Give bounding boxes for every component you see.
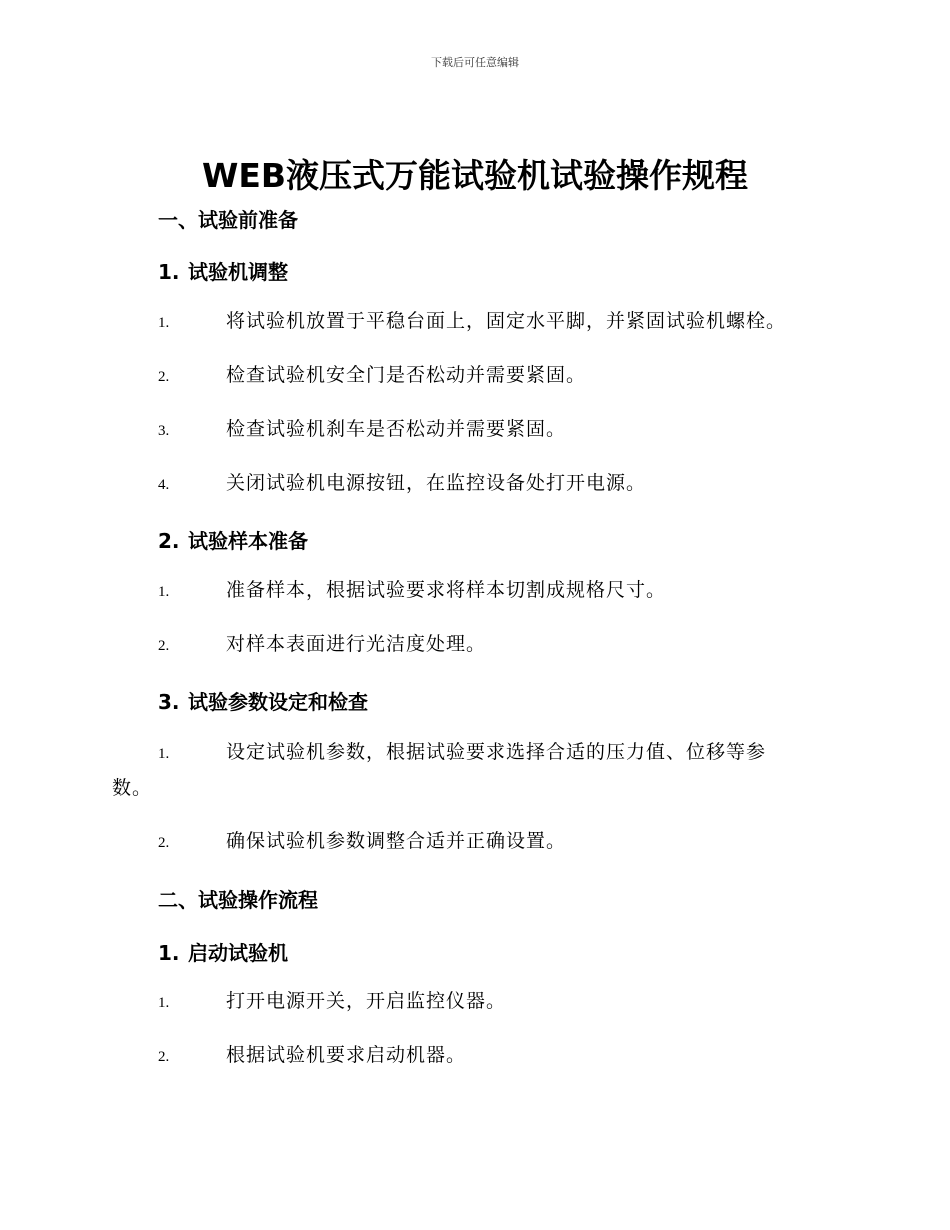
- list-item-text: 准备样本，根据试验要求将样本切割成规格尺寸。: [226, 579, 667, 601]
- page-header: 下载后可任意编辑: [431, 56, 519, 69]
- list-item-line: [112, 734, 842, 770]
- section-heading-operation: 二、试验操作流程: [158, 888, 318, 912]
- list-item-number: 1.: [158, 315, 170, 331]
- section-heading-preparation: 一、试验前准备: [158, 208, 298, 232]
- list-item-text: 检查试验机安全门是否松动并需要紧固。: [226, 364, 587, 386]
- list-item-text: 确保试验机参数调整合适并正确设置。: [226, 830, 567, 852]
- list-item-text: 将试验机放置于平稳台面上，固定水平脚，并紧固试验机螺栓。: [226, 310, 787, 332]
- list-item-number: 2.: [158, 835, 170, 851]
- list-item-text: 打开电源开关，开启监控仪器。: [226, 990, 507, 1012]
- list-item: [112, 734, 842, 806]
- subsection-title: 试验样本准备: [188, 529, 308, 553]
- subsection-number: 1.: [158, 941, 180, 965]
- subsection-title: 启动试验机: [188, 941, 288, 965]
- list-item-text: 检查试验机刹车是否松动并需要紧固。: [226, 418, 567, 440]
- subsection-number: 1.: [158, 260, 180, 284]
- list-item-text: 对样本表面进行光洁度处理。: [226, 633, 487, 655]
- subsection-heading-start-machine: [158, 937, 288, 966]
- list-item-number: 1.: [158, 746, 170, 762]
- list-item-number: 1.: [158, 995, 170, 1011]
- document-title: WEB液压式万能试验机试验操作规程: [201, 156, 749, 195]
- list-item-number: 2.: [158, 1049, 170, 1065]
- list-item-number: 2.: [158, 638, 170, 654]
- list-item-text: 根据试验机要求启动机器。: [226, 1044, 467, 1066]
- subsection-heading-machine-adjust: [158, 256, 288, 285]
- list-item-number: 3.: [158, 423, 170, 439]
- subsection-title: 试验机调整: [188, 260, 288, 284]
- list-item-number: 2.: [158, 369, 170, 385]
- list-item-number: 4.: [158, 477, 170, 493]
- list-item-text: 设定试验机参数，根据试验要求选择合适的压力值、位移等参: [226, 741, 767, 763]
- list-item-number: 1.: [158, 584, 170, 600]
- subsection-heading-params: [158, 686, 368, 715]
- subsection-heading-sample-prep: [158, 525, 308, 554]
- list-item-text: 关闭试验机电源按钮，在监控设备处打开电源。: [226, 472, 647, 494]
- subsection-title: 试验参数设定和检查: [188, 690, 368, 714]
- list-item-continuation: 数。: [112, 777, 153, 799]
- subsection-number: 2.: [158, 529, 180, 553]
- subsection-number: 3.: [158, 690, 180, 714]
